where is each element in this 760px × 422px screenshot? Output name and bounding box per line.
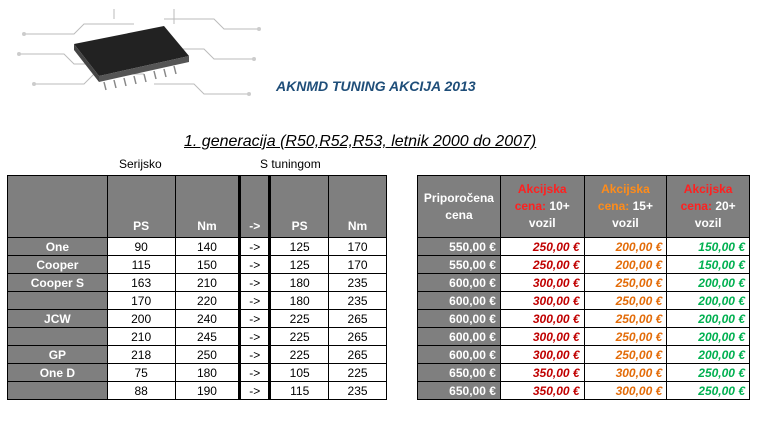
table-row [418,328,750,346]
ps-cell: 163 [107,274,175,292]
sale-tail: vozil [612,216,639,230]
sale-label: Akcijska [601,182,650,196]
tuned-nm-cell: 170 [329,256,387,274]
price-cell: 600,00 € [418,328,501,346]
price-cell: 650,00 € [418,364,501,382]
sale-10-cell: 300,00 € [500,292,584,310]
ps-cell: 75 [107,364,175,382]
sale-10-cell: 250,00 € [500,256,584,274]
ps-cell: 210 [107,328,175,346]
table-row [8,328,387,346]
nm-cell: 190 [175,382,240,400]
table-row [8,292,387,310]
sale-20-cell: 200,00 € [667,292,750,310]
tuned-nm-cell: 235 [329,292,387,310]
sale-10-cell: 350,00 € [500,382,584,400]
tuned-ps-cell: 180 [270,274,329,292]
header-tuned-ps: PS [270,176,329,238]
sale-20-cell: 200,00 € [667,274,750,292]
table-row [418,382,750,400]
header-sale-20 [667,176,750,238]
sale-qty: 15+ [632,199,653,213]
header-tuned-nm: Nm [329,176,387,238]
arrow-cell: -> [240,328,270,346]
price-cell: 600,00 € [418,310,501,328]
tuned-ps-cell: 180 [270,292,329,310]
table-row [418,292,750,310]
ps-cell: 200 [107,310,175,328]
tuned-ps-cell: 105 [270,364,329,382]
tuned-nm-cell: 225 [329,364,387,382]
ps-cell: 115 [107,256,175,274]
arrow-cell: -> [240,256,270,274]
sale-10-cell: 300,00 € [500,274,584,292]
sale-20-cell: 150,00 € [667,256,750,274]
sale-10-cell: 300,00 € [500,346,584,364]
sale-15-cell: 250,00 € [584,310,667,328]
header-sale-10 [500,176,584,238]
header-recommended-price: Priporočena cena [418,176,501,238]
ps-cell: 90 [107,238,175,256]
arrow-cell: -> [240,238,270,256]
sale-mid: cena: [597,199,630,213]
nm-cell: 150 [175,256,240,274]
ps-cell: 170 [107,292,175,310]
sale-label: Akcijska [517,182,567,196]
table-row [418,346,750,364]
nm-cell: 245 [175,328,240,346]
tuned-ps-cell: 225 [270,310,329,328]
tuned-ps-cell: 125 [270,256,329,274]
table-row [8,238,387,256]
sale-10-cell: 300,00 € [500,310,584,328]
table-row [8,346,387,364]
sale-10-cell: 250,00 € [500,238,584,256]
sale-15-cell: 250,00 € [584,328,667,346]
model-cell: GP [8,346,108,364]
sale-qty: 10+ [549,199,570,213]
table-row [8,256,387,274]
sale-20-cell: 250,00 € [667,364,750,382]
tuned-nm-cell: 265 [329,328,387,346]
sale-mid: cena: [514,199,547,213]
price-table [417,175,750,400]
sale-15-cell: 200,00 € [584,238,667,256]
price-cell: 600,00 € [418,274,501,292]
sale-15-cell: 300,00 € [584,382,667,400]
arrow-cell: -> [240,292,270,310]
sale-15-cell: 250,00 € [584,292,667,310]
sale-20-cell: 250,00 € [667,382,750,400]
table-row [8,382,387,400]
group-label-stock: Serijsko [119,157,162,171]
sale-20-cell: 200,00 € [667,310,750,328]
tuned-nm-cell: 265 [329,310,387,328]
sale-10-cell: 350,00 € [500,364,584,382]
price-cell: 600,00 € [418,346,501,364]
model-cell [8,292,108,310]
sale-15-cell: 250,00 € [584,346,667,364]
group-label-tuned: S tuningom [260,157,321,171]
sale-20-cell: 150,00 € [667,238,750,256]
ps-cell: 88 [107,382,175,400]
price-cell: 550,00 € [418,256,501,274]
header-model [8,176,108,238]
sale-mid: cena: [680,199,712,213]
sale-20-cell: 200,00 € [667,346,750,364]
tuned-ps-cell: 125 [270,238,329,256]
tuned-ps-cell: 225 [270,328,329,346]
tuned-nm-cell: 170 [329,238,387,256]
sale-tail: vozil [528,216,556,230]
table-row [418,238,750,256]
tuned-nm-cell: 235 [329,382,387,400]
table-row [8,274,387,292]
tuned-nm-cell: 265 [329,346,387,364]
header-sale-15 [584,176,667,238]
table-row [8,364,387,382]
model-cell: Cooper [8,256,108,274]
header-arrow: -> [240,176,270,238]
model-cell [8,328,108,346]
model-cell [8,382,108,400]
model-cell: One D [8,364,108,382]
header-ps: PS [107,176,175,238]
sale-20-cell: 200,00 € [667,328,750,346]
arrow-cell: -> [240,364,270,382]
power-table [7,175,387,400]
header-nm: Nm [175,176,240,238]
table-row [418,364,750,382]
arrow-cell: -> [240,346,270,364]
nm-cell: 180 [175,364,240,382]
table-row [8,310,387,328]
sale-tail: vozil [694,216,722,230]
sale-qty: 20+ [715,199,736,213]
nm-cell: 240 [175,310,240,328]
sale-15-cell: 250,00 € [584,274,667,292]
page-subtitle: 1. generacija (R50,R52,R53, letnik 2000 do 2007) [184,133,537,150]
page-title: AKNMD TUNING AKCIJA 2013 [276,78,476,94]
price-cell: 550,00 € [418,238,501,256]
tuned-ps-cell: 225 [270,346,329,364]
model-cell: Cooper S [8,274,108,292]
sale-label: Akcijska [683,182,733,196]
arrow-cell: -> [240,310,270,328]
sale-15-cell: 200,00 € [584,256,667,274]
table-row [418,256,750,274]
table-row [418,310,750,328]
circuit-chip-logo [14,4,264,106]
nm-cell: 140 [175,238,240,256]
nm-cell: 250 [175,346,240,364]
ps-cell: 218 [107,346,175,364]
arrow-cell: -> [240,274,270,292]
tuned-ps-cell: 115 [270,382,329,400]
sale-10-cell: 300,00 € [500,328,584,346]
model-cell: One [8,238,108,256]
nm-cell: 210 [175,274,240,292]
arrow-cell: -> [240,382,270,400]
nm-cell: 220 [175,292,240,310]
tuned-nm-cell: 235 [329,274,387,292]
price-cell: 600,00 € [418,292,501,310]
model-cell: JCW [8,310,108,328]
table-row [418,274,750,292]
price-cell: 650,00 € [418,382,501,400]
sale-15-cell: 300,00 € [584,364,667,382]
